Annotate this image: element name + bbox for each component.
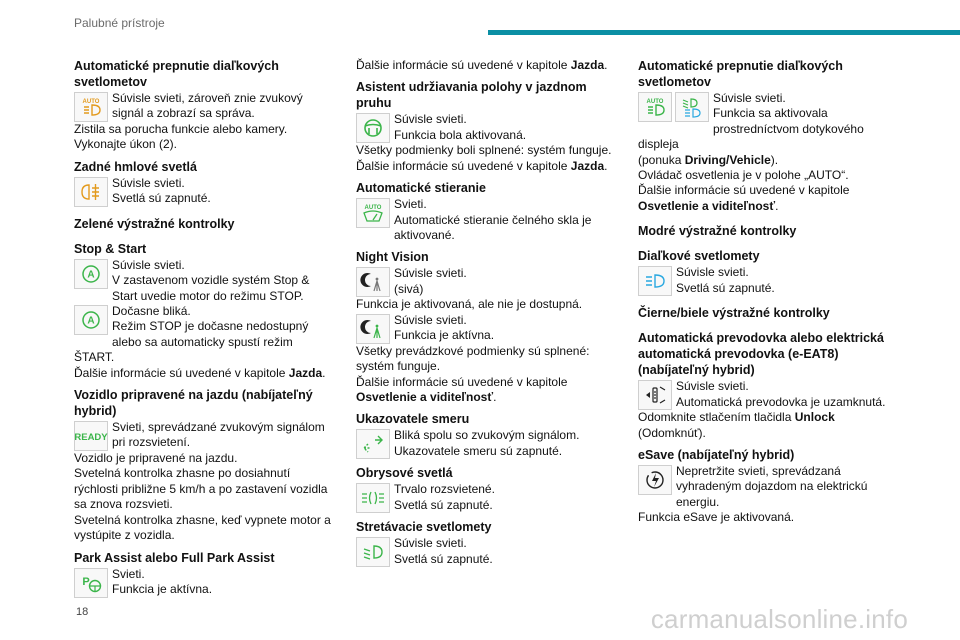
stop-start-blinking-icon	[74, 305, 108, 335]
indicators-heading: Ukazovatele smeru	[356, 412, 470, 427]
auto-wiper-icon	[356, 198, 390, 228]
lane-keeping-icon	[356, 113, 390, 143]
high-low-beam-icon	[675, 92, 709, 122]
night-vision-heading: Night Vision	[356, 250, 429, 265]
rear-fog-heading: Zadné hmlové svetlá	[74, 159, 197, 174]
lane-assist-heading: Asistent udržiavania polohy v jazdnom pruhu	[356, 80, 587, 111]
rear-fog-lamp-icon	[74, 177, 108, 207]
auto-wipe-entry: AUTO Svieti. Automatické stieranie čelného skla je aktivované.	[356, 197, 618, 243]
night-vision-grey-icon	[356, 267, 390, 297]
lane-assist-entry: Súvisle svieti. Funkcia bola aktivovaná. Všetky podmienky boli splnené: systém funguje. Ďalšie informácie sú uvedené v kapitole Jazda.	[356, 112, 612, 173]
stop-start-green-icon	[74, 259, 108, 289]
gearbox-lock-icon	[638, 380, 672, 410]
watermark: carmanualsonline.info	[650, 604, 908, 634]
stop-start-heading: Stop & Start	[74, 241, 147, 256]
dipped-heading: Stretávacie svetlomety	[356, 520, 492, 535]
svg-text:AUTO: AUTO	[646, 99, 664, 105]
night-vision-entry-a: Súvisle svieti. (sivá) Funkcia je aktivovaná, ale nie je dostupná.	[356, 266, 583, 312]
high-beam-entry: Súvisle svieti. Svetlá sú zapnuté.	[638, 265, 900, 296]
park-assist-icon	[74, 568, 108, 598]
dipped-entry: Súvisle svieti. Svetlá sú zapnuté.	[356, 536, 618, 567]
stop-start-entry-b: A Dočasne bliká. Režim STOP je dočasne nedostupný alebo sa automaticky spustí režim ŠTART. Ďalšie informácie sú uvedené v kapitole Jazda.	[74, 304, 326, 380]
stop-start-entry-a: A Súvisle svieti. V zastavenom vozidle systém Stop & Start uvedie motor do režimu STOP.	[74, 258, 336, 304]
dipped-beam-icon	[356, 537, 390, 567]
side-lights-entry: Trvalo rozsvietené. Svetlá sú zapnuté.	[356, 482, 618, 513]
night-vision-entry-b: Súvisle svieti. Funkcia je aktívna. Všetky prevádzkové podmienky sú splnené: systém funguje. Ďalšie informácie sú uvedené v kapitole Osvetlenie a viditeľnosť.	[356, 312, 590, 405]
svg-text:P: P	[82, 575, 90, 588]
indicators-entry: Bliká spolu so zvukovým signálom. Ukazovatele smeru sú zapnuté.	[356, 428, 618, 459]
auto-switch-heading: Automatické prepnutie diaľkových svetlometov	[74, 59, 279, 89]
park-assist-heading: Park Assist alebo Full Park Assist	[74, 550, 275, 565]
auto-switch-entry: AUTO Súvisle svieti, zároveň znie zvukový signál a zobrazí sa správa. Zistila sa porucha funkcie alebo kamery. Vykonajte úkon (2).	[74, 91, 303, 152]
svg-text:A: A	[87, 315, 95, 327]
header-title: Palubné prístroje	[74, 16, 165, 30]
ready-icon	[74, 421, 108, 451]
side-lights-icon	[356, 483, 390, 513]
svg-text:AUTO: AUTO	[364, 205, 382, 212]
gearbox-entry: Súvisle svieti. Automatická prevodovka je uzamknutá. Odomknite stlačením tlačidla Unlock (Odomknúť).	[638, 379, 886, 440]
esave-icon	[638, 465, 672, 495]
svg-text:AUTO: AUTO	[82, 99, 100, 105]
blue-section-heading: Modré výstražné kontrolky	[638, 224, 797, 239]
high-beam-heading: Diaľkové svetlomety	[638, 249, 760, 264]
ready-heading: Vozidlo pripravené na jazdu (nabíjateľný hybrid)	[74, 388, 313, 419]
column-1	[74, 58, 336, 598]
park-assist-entry: P Svieti. Funkcia je aktívna.	[74, 567, 336, 598]
esave-entry: Nepretržite svieti, sprevádzaná vyhradeným dojazdom na elektrickú energiu. Funkcia eSave je aktivovaná.	[638, 464, 868, 525]
auto-high-beam-green-icon	[638, 92, 672, 122]
turn-signal-icon	[356, 429, 390, 459]
night-vision-active-icon	[356, 314, 390, 344]
side-lights-heading: Obrysové svetlá	[356, 466, 453, 481]
column-3	[638, 58, 900, 526]
header-accent-bar	[488, 30, 960, 35]
auto-switch-green-heading: Automatické prepnutie diaľkových svetlometov	[638, 59, 843, 89]
svg-text:READY: READY	[74, 432, 108, 444]
high-beam-icon	[638, 266, 672, 296]
rear-fog-entry: Súvisle svieti. Svetlá sú zapnuté.	[74, 176, 336, 207]
bw-section-heading: Čierne/biele výstražné kontrolky	[638, 306, 830, 321]
auto-wipe-heading: Automatické stieranie	[356, 181, 486, 196]
svg-text:A: A	[87, 269, 95, 281]
page-number: 18	[76, 606, 89, 618]
esave-heading: eSave (nabíjateľný hybrid)	[638, 448, 795, 463]
continued-text: Ďalšie informácie sú uvedené v kapitole Jazda.	[356, 58, 608, 72]
gearbox-heading: Automatická prevodovka alebo elektrická automatická prevodovka (e-EAT8) (nabíjateľný hybrid)	[638, 331, 884, 378]
ready-entry: READY Svieti, sprevádzané zvukovým signálom pri rozsvietení. Vozidlo je pripravené na jazdu. Svetelná kontrolka zhasne po dosiahnutí rýchlosti približne 5 km/h a po zastavení vozidla sa znova rozsvieti. Svetelná kontrolka zhasne, keď vypnete motor a vystúpite z vozidla.	[74, 420, 331, 543]
auto-switch-green-entry: AUTO Súvisle svieti. Funkcia sa aktivovala prostredníctvom dotykového displeja (ponuka Driving/Vehicle). Ovládač osvetlenia je v polohe „AUTO“. Ďalšie informácie sú uvedené v kapitole Osvetlenie a viditeľnosť.	[638, 91, 864, 213]
column-2	[356, 58, 618, 567]
auto-high-beam-amber-icon	[74, 92, 108, 122]
green-section-heading: Zelené výstražné kontrolky	[74, 216, 235, 231]
